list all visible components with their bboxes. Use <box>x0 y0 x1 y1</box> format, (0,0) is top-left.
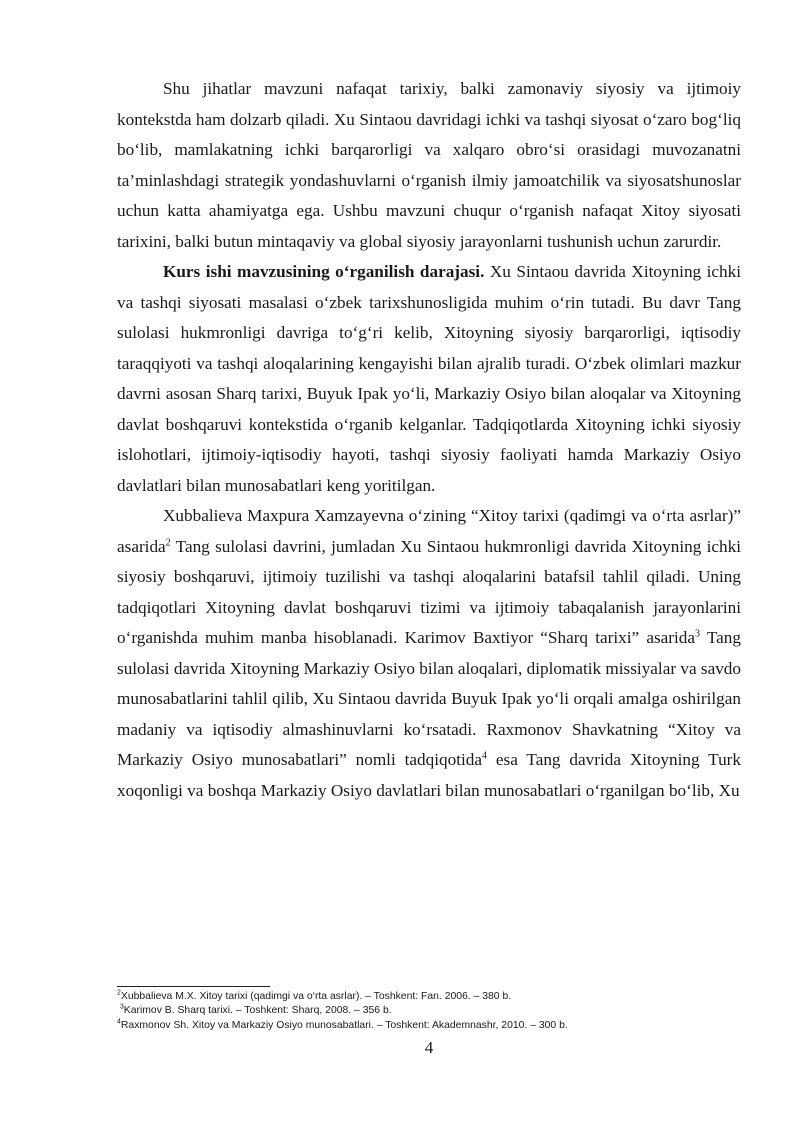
footnote-number: 2 <box>117 989 121 997</box>
footnote-ref-2[interactable]: 2 <box>165 536 171 548</box>
page-number: 4 <box>424 1038 434 1057</box>
footnotes <box>117 990 741 1033</box>
literature-text-part-1: Xubbalieva Maxpura Xamzayevna o‘zining “Xitoy tarixi (qadimgi va o‘rta asrlar)” asarida <box>117 506 741 556</box>
footnote-ref-3[interactable]: 3 <box>695 628 700 640</box>
paragraph-relevance <box>117 74 741 257</box>
footnote-number: 3 <box>119 1003 124 1011</box>
paragraph-study-level <box>117 257 741 501</box>
footnote-text: Xubbalieva M.X. Xitoy tarixi (qadimgi va o‘rta asrlar). – Toshkent: Fan. 2006. – 380 b. <box>120 991 512 1002</box>
paragraph-relevance-text: Shu jihatlar mavzuni nafaqat tarixiy, balki zamonaviy siyosiy va ijtimoiy kontekstda ham dolzarb qiladi. Xu Sintaou davridagi ichki va tashqi siyosat o‘zaro bog‘liq bo‘lib, mamlakatning ichki barqarorligi va xalqaro obro‘si orasidagi muvozanatni ta’minlashdagi strategik yondashuvlarni o‘rganish ilmiy jamoatchilik va siyosatshunoslar uchun katta ahamiyatga ega. Ushbu mavzuni chuqur o‘rganish nafaqat Xitoy siyosati tarixini, balki butun mintaqaviy va global siyosiy jarayonlarni tushunish uchun zarurdir. <box>117 79 741 251</box>
body-text <box>117 74 741 806</box>
footnote-separator <box>117 986 270 987</box>
paragraph-study-level-text: Xu Sintaou davrida Xitoyning ichki va tashqi siyosati masalasi o‘zbek tarixshunosligida muhim o‘rin tutadi. Bu davr Tang sulolasi hukmronligi davriga to‘g‘ri kelib, Xitoyning siyosiy barqarorligi, iqtisodiy taraqqiyoti va tashqi aloqalarining kengayishi bilan ajralib turadi. O‘zbek olimlari mazkur davrni asosan Sharq tarixi, Buyuk Ipak yo‘li, Markaziy Osiyo bilan aloqalar va Xitoyning davlat boshqaruvi kontekstida o‘rganib kelganlar. Tadqiqotlarda Xitoyning ichki siyosiy islohotlari, ijtimoiy-iqtisodiy hayoti, tashqi siyosiy faoliyati hamda Markaziy Osiyo davlatlari bilan munosabatlari keng yoritilgan. <box>117 262 742 495</box>
literature-text-part-2: Tang sulolasi davrini, jumladan Xu Sintaou hukmronligi davrida Xitoyning ichki siyosiy boshqaruvi, ijtimoiy tuzilishi va tashqi aloqalarini batafsil tahlil qiladi. Uning tadqiqotlari Xitoyning davlat boshqaruvi tizimi va ijtimoiy tabaqalanish jarayonlarini o‘rganishda muhim manba hisoblanadi. Karimov Baxtiyor “Sharq tarixi” asarida <box>117 536 741 647</box>
footnote-item <box>117 1019 741 1033</box>
footnote-number: 4 <box>117 1018 121 1026</box>
section-heading: Kurs ishi mavzusining o‘rganilish darajasi. <box>163 262 485 281</box>
footnote-item <box>117 990 741 1004</box>
literature-text-part-3: Tang sulolasi davrida Xitoyning Markaziy Osiyo bilan aloqalari, diplomatik missiyalar va savdo munosabatlarini tahlil qilib, Xu Sintaou davrida Buyuk Ipak yo‘li orqali amalga oshirilgan madaniy va iqtisodiy almashinuvlarni ko‘rsatadi. Raxmonov Shavkatning “Xitoy va Markaziy Osiyo munosabatlari” nomli tadqiqotida <box>117 628 741 769</box>
footnote-item <box>117 1004 741 1018</box>
footnote-ref-4[interactable]: 4 <box>481 750 487 762</box>
footnote-text: Raxmonov Sh. Xitoy va Markaziy Osiyo munosabatlari. – Toshkent: Akademnashr, 2010. – 300 b. <box>120 1019 568 1031</box>
paragraph-literature-review <box>117 501 741 806</box>
footnote-text: Karimov B. Sharq tarixi. – Toshkent: Sharq, 2008. – 356 b. <box>123 1005 392 1017</box>
literature-text-part-4: esa Tang davrida Xitoyning Turk xoqonligi va boshqa Markaziy Osiyo davlatlari bilan munosabatlari o‘rganilgan bo‘lib, Xu <box>117 750 741 800</box>
